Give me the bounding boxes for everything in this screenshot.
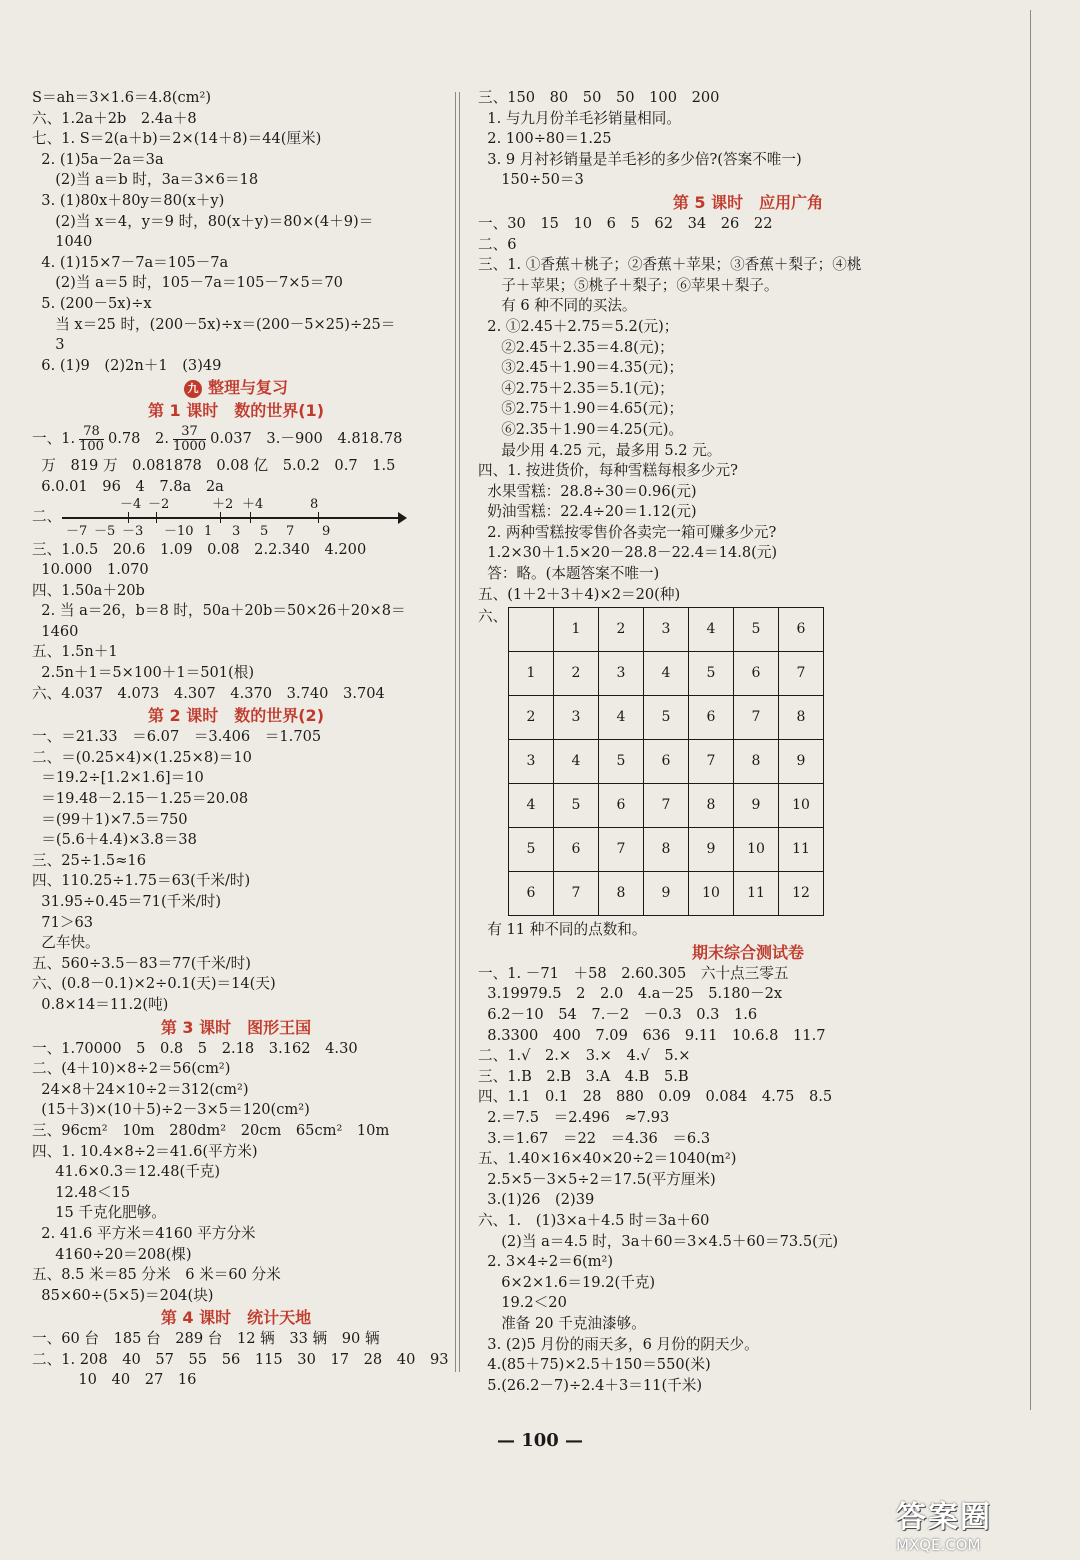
answer-line: 四、1. 10.4×8÷2＝41.6(平方米) (32, 1142, 258, 1160)
dice-sum-table (508, 607, 824, 916)
answer-line: 8.3300 400 7.09 636 9.11 10.6.8 11.7 (478, 1026, 826, 1044)
table-cell: 3 (554, 696, 599, 740)
number-line-tick-label: 8 (310, 496, 319, 512)
table-row (509, 652, 824, 696)
fraction-denominator: 1000 (172, 438, 207, 454)
number-line-tick (250, 512, 251, 523)
answer-line: 2. ①2.45＋2.75＝5.2(元)； (478, 317, 679, 335)
section-title: 第 3 课时 图形王国 (160, 1017, 312, 1037)
answer-line: ⑥2.35＋1.90＝4.25(元)。 (478, 420, 684, 438)
answer-line: 4. (1)15×7－7a＝105－7a (32, 253, 229, 271)
number-line-tick (318, 512, 319, 523)
answer-line: 准备 20 千克油漆够。 (478, 1314, 646, 1332)
answer-line: 七、1. S＝2(a＋b)＝2×(14＋8)＝44(厘米) (32, 130, 322, 148)
answer-line: 4.(85＋75)×2.5＋150＝550(米) (478, 1356, 711, 1374)
table-row (509, 696, 824, 740)
answer-line: 万 819 万 0.081878 0.08 亿 5.0.2 0.7 1.5 (32, 457, 396, 475)
page-number: — 100 — (496, 1430, 584, 1451)
number-line-arrow (398, 512, 407, 524)
table-cell: 4 (599, 696, 644, 740)
answer-line: 41.6×0.3＝12.48(千克) (32, 1163, 221, 1181)
answer-line: 三、96cm² 10m 280dm² 20cm 65cm² 10m (32, 1121, 390, 1139)
watermark-logo (896, 1492, 1066, 1552)
answer-line: 2.5×5－3×5÷2＝17.5(平方厘米) (478, 1170, 716, 1188)
table-cell: 6 (779, 608, 824, 652)
answer-line: 最少用 4.25 元，最多用 5.2 元。 (478, 441, 722, 459)
table-cell: 6 (599, 784, 644, 828)
answer-line: 1.2×30＋1.5×20－28.8－22.4＝14.8(元) (478, 544, 778, 562)
table-cell: 2 (554, 652, 599, 696)
unit-badge: 九 (184, 380, 202, 398)
right-column (478, 88, 1018, 1396)
answer-line: 奶油雪糕：22.4÷20＝1.12(元) (478, 503, 697, 521)
answer-line: 3. (2)5 月份的雨天多，6 月份的阴天少。 (478, 1335, 759, 1353)
table-cell: 5 (689, 652, 734, 696)
answer-line: 71＞63 (32, 913, 94, 931)
answer-line: 5. (200－5x)÷x (32, 294, 152, 312)
answer-line: 6×2×1.6＝19.2(千克) (478, 1273, 656, 1291)
table-cell: 11 (779, 828, 824, 872)
answer-line: 五、(1＋2＋3＋4)×2＝20(种) (478, 585, 681, 603)
table-cell: 1 (554, 608, 599, 652)
table-cell: 7 (599, 828, 644, 872)
table-cell: 10 (689, 872, 734, 916)
table-cell: 6 (644, 740, 689, 784)
table-cell: 12 (779, 872, 824, 916)
table-cell: 2 (509, 696, 554, 740)
table-cell: 10 (779, 784, 824, 828)
answer-line: 24×8＋24×10÷2＝312(cm²) (32, 1080, 249, 1098)
answer-line: 三、1.B 2.B 3.A 4.B 5.B (478, 1067, 689, 1085)
section-title: 第 1 课时 数的世界(1) (147, 401, 325, 421)
table-cell: 8 (689, 784, 734, 828)
table-row (509, 872, 824, 916)
answer-line: 3 (32, 336, 65, 354)
section-heading (478, 941, 1018, 964)
answer-line: 4160÷20＝208(棵) (32, 1245, 192, 1263)
answer-line: ④2.75＋2.35＝5.1(元)； (478, 379, 674, 397)
section-title: 第 5 课时 应用广角 (672, 192, 824, 212)
answer-line: 一、30 15 10 6 5 62 34 26 22 (478, 214, 773, 232)
answer-line: (2)当 a＝4.5 时，3a＋60＝3×4.5＋60＝73.5(元) (478, 1232, 839, 1250)
answer-line: 2. 当 a＝26，b＝8 时，50a＋20b＝50×26＋20×8＝ (32, 602, 406, 620)
table-cell (509, 608, 554, 652)
answer-line: 二、6 (478, 235, 517, 253)
answer-text: 一、1. (32, 430, 76, 448)
answer-line: 五、8.5 米＝85 分米 6 米＝60 分米 (32, 1266, 281, 1284)
answer-text: 0.78 2. (107, 430, 169, 448)
answer-line: 三、25÷1.5≈16 (32, 851, 146, 869)
answer-line: ③2.45＋1.90＝4.35(元)； (478, 359, 684, 377)
sum-grid-label: 六、 (478, 608, 508, 626)
answer-line: 水果雪糕：28.8÷30＝0.96(元) (478, 482, 697, 500)
section-title: 期末综合测试卷 (691, 942, 804, 962)
answer-line: 15 千克化肥够。 (32, 1204, 166, 1222)
answer-line: 1040 (32, 233, 93, 251)
answer-line: 五、1.40×16×40×20÷2＝1040(m²) (478, 1150, 737, 1168)
number-line-tick (156, 512, 157, 523)
sum-grid-block (478, 607, 1018, 916)
number-line-tick-label: －2 (148, 496, 170, 512)
answer-line: 19.2＜20 (478, 1294, 567, 1312)
answer-line: ＝(5.6＋4.4)×3.8＝38 (32, 831, 197, 849)
number-line-tick-label: －4 (120, 496, 142, 512)
answer-line: 1. 与九月份羊毛衫销量相同。 (478, 109, 681, 127)
answer-line: S＝ah＝3×1.6＝4.8(cm²) (32, 89, 212, 106)
number-line-diagram (32, 498, 440, 540)
answer-line: ⑤2.75＋1.90＝4.65(元)； (478, 400, 684, 418)
table-cell: 3 (644, 608, 689, 652)
answer-line: 有 6 种不同的买法。 (478, 297, 637, 315)
section-title: 整理与复习 (207, 378, 288, 398)
column-divider-left (455, 92, 456, 1372)
answer-text: 0.037 3.－900 4.818.78 (210, 430, 403, 448)
section-title: 第 2 课时 数的世界(2) (147, 706, 325, 726)
answer-line: 乙车快。 (32, 934, 100, 952)
answer-line: 6. (1)9 (2)2n＋1 (3)49 (32, 356, 222, 374)
section-heading (32, 399, 440, 422)
section-heading (32, 1306, 440, 1329)
table-cell: 6 (509, 872, 554, 916)
answer-line: 6.0.01 96 4 7.8a 2a (32, 477, 224, 495)
table-cell: 10 (734, 828, 779, 872)
answer-line: 2. 3×4÷2＝6(m²) (478, 1253, 614, 1271)
answer-line: 一、＝21.33 ＝6.07 ＝3.406 ＝1.705 (32, 728, 322, 746)
answer-line: ②2.45＋2.35＝4.8(元)； (478, 338, 674, 356)
table-cell: 5 (554, 784, 599, 828)
answer-line: 子＋苹果；⑤桃子＋梨子；⑥苹果＋梨子。 (478, 276, 779, 294)
table-cell: 8 (779, 696, 824, 740)
answer-line: 六、1.2a＋2b 2.4a＋8 (32, 109, 197, 127)
answer-line: (2)当 a＝b 时，3a＝3×6＝18 (32, 171, 259, 189)
answer-line: 10.000 1.070 (32, 561, 149, 579)
section-heading (32, 1016, 440, 1039)
answer-line: 85×60÷(5×5)＝204(块) (32, 1286, 214, 1304)
watermark-url: MXQE.COM (896, 1536, 981, 1554)
answer-line: 四、1.1 0.1 28 880 0.09 0.084 4.75 8.5 (478, 1088, 833, 1106)
answer-line: 3. (1)80x＋80y＝80(x＋y) (32, 191, 225, 209)
number-line-tick-label: 9 (322, 523, 331, 539)
table-cell: 9 (779, 740, 824, 784)
table-cell: 4 (644, 652, 689, 696)
table-cell: 7 (554, 872, 599, 916)
table-cell: 6 (554, 828, 599, 872)
number-line-tick (128, 512, 129, 523)
table-row (509, 784, 824, 828)
number-line-tick-label: 7 (286, 523, 295, 539)
answer-line: ＝19.2÷[1.2×1.6]＝10 (32, 769, 204, 787)
answer-line: 二、1. 208 40 57 55 56 115 30 17 28 40 93 (32, 1350, 449, 1368)
answer-line: 三、1. ①香蕉＋桃子；②香蕉＋苹果；③香蕉＋梨子；④桃 (478, 256, 862, 274)
answer-line: 1460 (32, 622, 79, 640)
answer-line: 六、4.037 4.073 4.307 4.370 3.740 3.704 (32, 684, 385, 702)
answer-line: 5.(26.2－7)÷2.4＋3＝11(千米) (478, 1376, 703, 1394)
answer-line: 六、(0.8－0.1)×2÷0.1(天)＝14(天) (32, 975, 276, 993)
table-cell: 7 (734, 696, 779, 740)
fraction-numerator: 78 (79, 425, 104, 440)
answer-line: 12.48＜15 (32, 1183, 131, 1201)
answer-line: 3.(1)26 (2)39 (478, 1191, 595, 1209)
table-cell: 3 (509, 740, 554, 784)
fraction-answer-line (32, 422, 440, 456)
table-cell: 11 (734, 872, 779, 916)
answer-line: 六、1. (1)3×a＋4.5 时＝3a＋60 (478, 1211, 710, 1229)
answer-line: 2. 41.6 平方米＝4160 平方分米 (32, 1224, 256, 1242)
answer-line: 31.95÷0.45＝71(千米/时) (32, 893, 222, 910)
answer-line: 有 11 种不同的点数和。 (478, 921, 647, 939)
table-row (509, 828, 824, 872)
table-cell: 5 (644, 696, 689, 740)
table-cell: 4 (509, 784, 554, 828)
answer-line: ＝19.48－2.15－1.25＝20.08 (32, 790, 249, 808)
table-cell: 3 (599, 652, 644, 696)
answer-line: 2. (1)5a－2a＝3a (32, 150, 164, 168)
number-line-tick-label: －7 (66, 523, 88, 539)
table-cell: 6 (734, 652, 779, 696)
answer-line: 五、560÷3.5－83＝77(千米/时) (32, 954, 251, 972)
answer-line: ＝(99＋1)×7.5＝750 (32, 810, 188, 828)
answer-line: 3.19979.5 2 2.0 4.a－25 5.180－2x (478, 985, 783, 1003)
answer-line: 0.8×14＝11.2(吨) (32, 995, 169, 1013)
number-line-tick-label: 1 (204, 523, 213, 539)
section-heading (32, 376, 440, 399)
table-row (509, 740, 824, 784)
answer-line: 2. 两种雪糕按零售价各卖完一箱可赚多少元? (478, 523, 777, 541)
fraction-numerator: 37 (173, 425, 206, 440)
section-heading (32, 704, 440, 727)
table-cell: 5 (734, 608, 779, 652)
table-cell: 9 (644, 872, 689, 916)
answer-line: 150÷50＝3 (478, 171, 584, 189)
answer-line: 五、1.5n＋1 (32, 643, 118, 661)
answer-line: 一、1.70000 5 0.8 5 2.18 3.162 4.30 (32, 1039, 358, 1057)
answer-line: 3.＝1.67 ＝22 ＝4.36 ＝6.3 (478, 1129, 711, 1147)
answer-line: 三、150 80 50 50 100 200 (478, 89, 720, 106)
watermark-title: 答案圈 (896, 1500, 992, 1535)
fraction (79, 425, 104, 454)
answer-line: 2.5n＋1＝5×100＋1＝501(根) (32, 664, 255, 682)
answer-line: (15＋3)×(10＋5)÷2－3×5＝120(cm²) (32, 1101, 310, 1119)
column-divider-right (459, 92, 460, 1372)
number-line-tick-label: ＋2 (212, 496, 234, 512)
table-cell: 2 (599, 608, 644, 652)
answer-line: 当 x＝25 时，(200－5x)÷x＝(200－5×25)÷25＝ (32, 315, 396, 333)
answer-line: 6.2－10 54 7.－2 －0.3 0.3 1.6 (478, 1006, 758, 1024)
answer-line: 2. 100÷80＝1.25 (478, 130, 612, 148)
answer-line: 二、(4＋10)×8÷2＝56(cm²) (32, 1060, 231, 1078)
answer-line: 四、110.25÷1.75＝63(千米/时) (32, 872, 251, 890)
number-line-tick-label: －5 (94, 523, 116, 539)
section-title: 第 4 课时 统计天地 (160, 1308, 312, 1328)
number-line-axis (62, 517, 402, 519)
answer-line: 三、1.0.5 20.6 1.09 0.08 2.2.340 4.200 (32, 540, 367, 558)
answer-line: (2)当 a＝5 时，105－7a＝105－7×5＝70 (32, 274, 343, 292)
answer-line: 10 40 27 16 (32, 1371, 197, 1389)
table-cell: 8 (734, 740, 779, 784)
fraction (173, 425, 206, 454)
answer-line: 3. 9 月衬衫销量是羊毛衫的多少倍?(答案不唯一) (478, 150, 802, 168)
answer-line: 一、1. －71 ＋58 2.60.305 六十点三零五 (478, 964, 789, 982)
answer-line: 四、1.50a＋20b (32, 581, 145, 599)
table-cell: 9 (734, 784, 779, 828)
page-edge-line (1030, 10, 1031, 1410)
table-cell: 7 (689, 740, 734, 784)
table-cell: 6 (689, 696, 734, 740)
table-cell: 1 (509, 652, 554, 696)
table-cell: 7 (644, 784, 689, 828)
left-column (32, 88, 449, 1391)
table-cell: 8 (644, 828, 689, 872)
table-cell: 5 (599, 740, 644, 784)
number-line-tick-label: －3 (122, 523, 144, 539)
answer-line: 2.＝7.5 ＝2.496 ≈7.93 (478, 1109, 670, 1126)
number-line-tick (220, 512, 221, 523)
table-cell: 4 (554, 740, 599, 784)
number-line-tick-label: 3 (232, 523, 241, 539)
number-line-tick-label: 5 (260, 523, 269, 539)
section-heading (478, 191, 1018, 214)
table-cell: 7 (779, 652, 824, 696)
answer-line: 一、60 台 185 台 289 台 12 辆 33 辆 90 辆 (32, 1330, 380, 1348)
fraction-denominator: 100 (79, 438, 104, 454)
table-cell: 8 (599, 872, 644, 916)
table-cell: 9 (689, 828, 734, 872)
table-row (509, 608, 824, 652)
answer-line: (2)当 x＝4，y＝9 时，80(x＋y)＝80×(4＋9)＝ (32, 212, 374, 230)
answer-line: 答：略。(本题答案不唯一) (478, 565, 660, 583)
answer-line: 二、1.√ 2.× 3.× 4.√ 5.× (478, 1047, 691, 1065)
number-line-label: 二、 (32, 507, 62, 525)
number-line-tick-label: ＋4 (242, 496, 264, 512)
answer-line: 二、＝(0.25×4)×(1.25×8)＝10 (32, 748, 252, 766)
table-cell: 5 (509, 828, 554, 872)
answer-line: 四、1. 按进货价，每种雪糕每根多少元? (478, 462, 738, 480)
number-line-tick-label: －10 (164, 523, 194, 539)
table-cell: 4 (689, 608, 734, 652)
